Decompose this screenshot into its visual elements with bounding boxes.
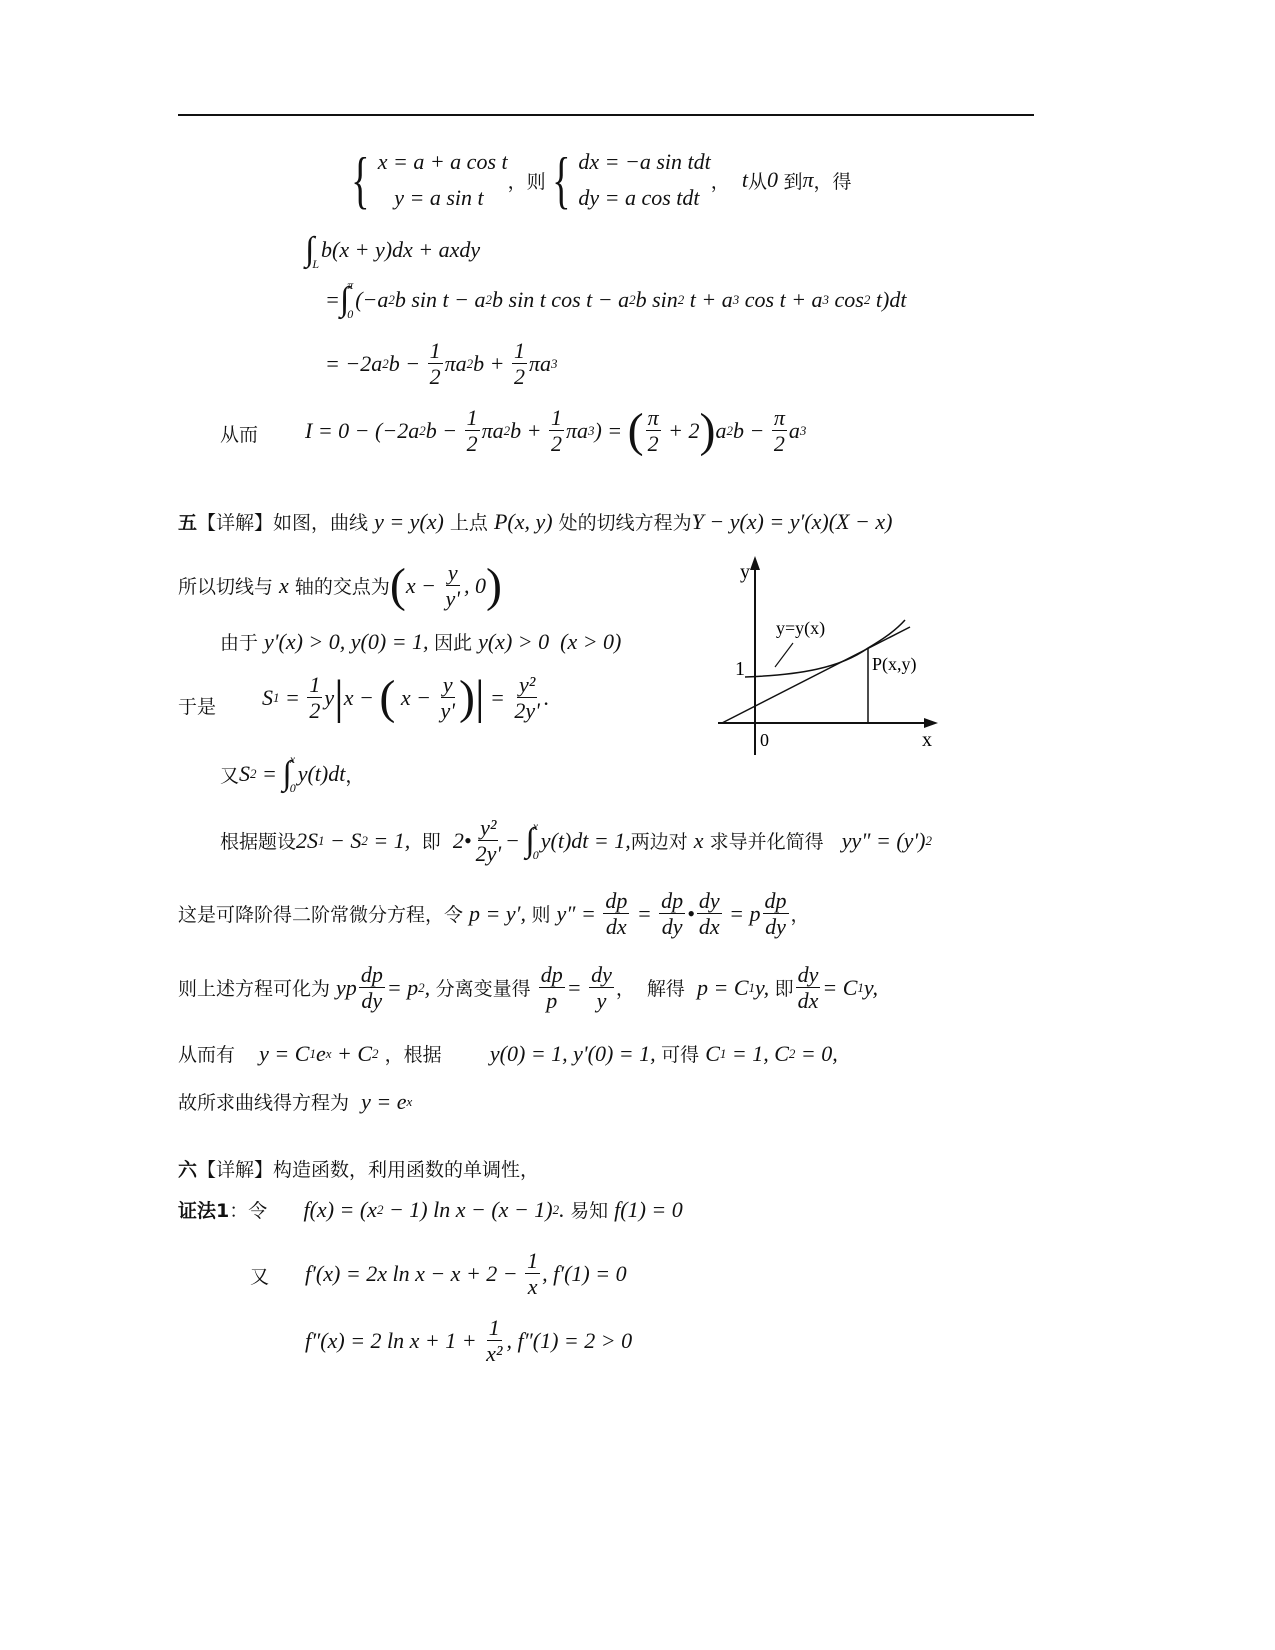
chinese-text: 求导并化简得 bbox=[703, 831, 842, 854]
system-row bbox=[378, 185, 508, 211]
math-text: b sin t cos t − a bbox=[492, 287, 630, 312]
left-brace-icon: { bbox=[351, 144, 370, 215]
math-text: x − bbox=[405, 572, 442, 598]
chinese-text: 则上述方程可化为 bbox=[178, 978, 337, 1001]
I-result bbox=[305, 405, 806, 457]
big-delimiter: | bbox=[334, 670, 344, 724]
subscript: 1 bbox=[857, 979, 864, 995]
math-text: (−a bbox=[355, 287, 389, 312]
math-text: ) = bbox=[594, 417, 628, 443]
chinese-text: 由于 bbox=[220, 632, 265, 654]
denominator: y' bbox=[440, 698, 455, 724]
upper-limit: x bbox=[532, 818, 539, 833]
denominator: 2 bbox=[647, 431, 659, 457]
math-text: b − bbox=[733, 417, 770, 443]
fraction bbox=[549, 405, 564, 457]
math-text: t + a bbox=[684, 287, 733, 312]
denominator: dx bbox=[797, 988, 819, 1014]
chinese-text: 可得 bbox=[661, 1044, 706, 1066]
system-row bbox=[578, 185, 710, 211]
x-axis-label: x bbox=[922, 729, 932, 751]
chinese-text: 两边对 bbox=[630, 831, 694, 854]
section-5-intro bbox=[178, 508, 892, 535]
math-text: = p bbox=[386, 974, 419, 1000]
math-text: x bbox=[693, 827, 704, 853]
math-text: dy = a cos tdt bbox=[578, 185, 700, 210]
denominator: dy bbox=[765, 914, 786, 940]
math-text: yy" = (y') bbox=[841, 827, 926, 853]
separation bbox=[178, 962, 878, 1014]
chinese-text: 轴的交点为 bbox=[288, 576, 390, 599]
math-text: a bbox=[715, 417, 727, 443]
math-text: y(x) > 0 (x > 0) bbox=[478, 628, 622, 654]
numerator: 1 bbox=[550, 405, 562, 430]
math-text: y'(x) > 0, y(0) = 1, bbox=[264, 628, 435, 654]
math-text: y, bbox=[755, 974, 775, 1000]
condition-line bbox=[220, 628, 621, 655]
superscript: 3 bbox=[732, 292, 740, 307]
math-text: πa bbox=[565, 417, 588, 443]
integral-symbol-icon: ∫ bbox=[339, 281, 350, 318]
integral-sign bbox=[525, 819, 538, 863]
s2-formula bbox=[220, 752, 364, 796]
integral-result bbox=[325, 338, 557, 390]
denominator: 2 bbox=[429, 364, 441, 390]
chinese-text: 这是可降阶得二阶常微分方程，令 bbox=[178, 904, 470, 927]
one-label: 1 bbox=[735, 658, 745, 680]
line-integral bbox=[305, 228, 480, 272]
superscript: x bbox=[406, 1093, 413, 1109]
numerator: dy bbox=[698, 888, 720, 913]
lower-limit: 0 bbox=[532, 847, 539, 862]
superscript: 2 bbox=[388, 292, 395, 307]
chinese-text: ， bbox=[710, 170, 742, 193]
subscript: 1 bbox=[309, 1045, 316, 1061]
integral-symbol-icon: ∫ bbox=[305, 231, 315, 268]
math-text: b(x + y)dx + axdy bbox=[321, 237, 481, 262]
math-text: f″(x) = 2 ln x + 1 + bbox=[305, 1327, 483, 1353]
denominator: dy bbox=[361, 988, 383, 1014]
integral-sign bbox=[282, 752, 295, 796]
proof-1-def bbox=[178, 1196, 683, 1223]
math-text: S bbox=[262, 684, 273, 710]
chinese-text: 即 bbox=[774, 978, 794, 1001]
math-text: = 0, bbox=[795, 1040, 838, 1066]
chinese-text: 上点 bbox=[443, 512, 494, 534]
math-text: b sin t − a bbox=[394, 287, 486, 312]
math-text: y(t)dt = 1, bbox=[540, 827, 631, 853]
superscript: 2 bbox=[485, 292, 493, 307]
denominator: 2 bbox=[513, 364, 525, 390]
math-text: x − bbox=[395, 684, 437, 710]
math-text: 0 bbox=[766, 167, 784, 192]
denominator: 2 bbox=[550, 431, 562, 457]
integral-expansion bbox=[325, 278, 906, 322]
math-text: S bbox=[239, 761, 251, 786]
numerator: dy bbox=[797, 962, 819, 987]
math-text: • bbox=[687, 900, 695, 926]
fraction bbox=[484, 1315, 504, 1367]
math-text: p = C bbox=[697, 974, 749, 1000]
tangent-figure bbox=[710, 550, 960, 760]
math-text: e bbox=[315, 1040, 326, 1066]
math-text: b sin bbox=[635, 287, 678, 312]
math-text: = bbox=[279, 684, 306, 710]
denominator: 2y' bbox=[475, 841, 502, 867]
general-solution bbox=[178, 1040, 838, 1067]
fraction bbox=[659, 888, 685, 940]
math-text: cos bbox=[829, 287, 864, 312]
chinese-text: ， bbox=[345, 764, 365, 787]
integral-limits bbox=[533, 819, 539, 863]
superscript: 3 bbox=[550, 355, 558, 371]
fraction bbox=[359, 962, 385, 1014]
math-text: , f″(1) = 2 > 0 bbox=[506, 1327, 633, 1353]
lower-limit: L bbox=[312, 257, 320, 271]
label-yushi: 于是 bbox=[178, 696, 217, 718]
numerator: 1 bbox=[466, 405, 478, 430]
superscript: 2 bbox=[466, 355, 474, 371]
subscript: 1 bbox=[748, 979, 756, 995]
numerator: y² bbox=[480, 815, 497, 840]
numerator: dp bbox=[764, 888, 787, 913]
section-6-intro bbox=[178, 1155, 539, 1182]
y-axis-arrow-icon bbox=[750, 556, 760, 570]
chinese-text: ， bbox=[790, 904, 810, 927]
integral-symbol-icon: ∫ bbox=[282, 755, 292, 792]
math-text: − bbox=[505, 827, 526, 853]
superscript: 3 bbox=[587, 422, 595, 438]
numerator: dp bbox=[540, 962, 563, 987]
math-text: C bbox=[705, 1040, 720, 1066]
equation-system bbox=[345, 144, 508, 215]
math-text: P(x, y) bbox=[493, 508, 553, 534]
parametric-system bbox=[345, 144, 852, 215]
fraction bbox=[603, 888, 629, 940]
fraction bbox=[512, 672, 541, 724]
chinese-text: ，根据 bbox=[378, 1044, 490, 1066]
superscript: 2 bbox=[552, 1201, 560, 1217]
math-text: = p bbox=[723, 900, 761, 926]
denominator: y' bbox=[445, 586, 460, 612]
integral-sign bbox=[340, 278, 353, 322]
point-label: P(x,y) bbox=[872, 654, 917, 674]
subscript: 2 bbox=[250, 766, 257, 781]
label-congER: 从而 bbox=[220, 424, 259, 446]
numerator: 1 bbox=[429, 338, 441, 363]
math-text: = bbox=[484, 684, 511, 710]
math-text: b − bbox=[388, 350, 426, 376]
math-text: y bbox=[324, 684, 335, 710]
chinese-text: 则 bbox=[531, 904, 557, 927]
numerator: y bbox=[442, 672, 453, 697]
superscript: 2 bbox=[726, 422, 734, 438]
math-text: πa bbox=[481, 417, 504, 443]
system-row bbox=[378, 149, 508, 175]
math-text: = −2a bbox=[325, 350, 383, 376]
math-text: f′(x) = 2x ln x − x + 2 − bbox=[305, 1260, 524, 1286]
math-text: = 1, C bbox=[726, 1040, 789, 1066]
subscript: 2 bbox=[361, 832, 368, 848]
numerator: dp bbox=[605, 888, 628, 913]
lower-limit: 0 bbox=[347, 307, 354, 321]
upper-limit: π bbox=[347, 278, 354, 292]
numerator: 1 bbox=[527, 1248, 539, 1273]
chinese-text: 即 bbox=[415, 831, 453, 854]
math-text: y = y(x) bbox=[374, 508, 444, 534]
denominator: y bbox=[596, 988, 607, 1014]
label-pointer bbox=[775, 643, 793, 667]
fraction bbox=[796, 962, 821, 1014]
denominator: x bbox=[527, 1274, 538, 1300]
superscript: 2 bbox=[863, 292, 871, 307]
big-delimiter: ( bbox=[627, 403, 644, 457]
math-text: + C bbox=[331, 1040, 373, 1066]
superscript: x bbox=[325, 1045, 332, 1061]
chinese-text: ，则 bbox=[507, 170, 546, 193]
chinese-text: 到 bbox=[783, 170, 803, 193]
superscript: 2 bbox=[376, 1201, 384, 1217]
fraction bbox=[428, 338, 443, 390]
equation-system bbox=[546, 144, 711, 215]
numerator: y² bbox=[518, 672, 536, 697]
math-text: 2• bbox=[452, 827, 472, 853]
denominator: dy bbox=[661, 914, 683, 940]
big-delimiter: ) bbox=[699, 403, 716, 457]
math-text: b − bbox=[425, 417, 463, 443]
fraction bbox=[539, 962, 565, 1014]
subscript: 2 bbox=[788, 1045, 796, 1061]
chinese-text: 所以切线与 bbox=[178, 576, 280, 599]
subscript: 1 bbox=[273, 689, 280, 705]
numerator: π bbox=[773, 405, 785, 430]
fraction bbox=[646, 405, 661, 457]
denominator: 2 bbox=[466, 431, 478, 457]
chinese-text: ，得 bbox=[813, 170, 852, 193]
denominator: 2 bbox=[309, 698, 321, 724]
subscript: 1 bbox=[719, 1045, 727, 1061]
equation-setup bbox=[220, 815, 932, 867]
chinese-text: 又 bbox=[220, 764, 240, 787]
bold-heading: 五 bbox=[178, 512, 198, 534]
superscript: 2 bbox=[503, 422, 511, 438]
bold-heading: 六 bbox=[178, 1159, 198, 1181]
first-derivative bbox=[305, 1248, 627, 1300]
math-text: π bbox=[802, 167, 814, 192]
big-delimiter: ) bbox=[485, 558, 502, 612]
math-text: yp bbox=[336, 974, 357, 1000]
math-text: dx = −a sin tdt bbox=[578, 149, 711, 174]
denominator: 2 bbox=[773, 431, 785, 457]
label-you: 又 bbox=[250, 1266, 270, 1288]
numerator: 1 bbox=[309, 672, 321, 697]
math-text: t bbox=[741, 167, 748, 192]
math-text: f(1) = 0 bbox=[614, 1196, 683, 1222]
numerator: dy bbox=[591, 962, 612, 987]
fraction bbox=[474, 815, 503, 867]
final-curve bbox=[178, 1088, 412, 1115]
superscript: 2 bbox=[419, 422, 426, 438]
fraction bbox=[772, 405, 787, 457]
math-text: = bbox=[566, 974, 588, 1000]
fraction bbox=[307, 672, 322, 724]
order-reduction bbox=[178, 888, 810, 940]
math-text: cos t + a bbox=[739, 287, 823, 312]
tangent-line bbox=[722, 627, 910, 723]
math-text: πa bbox=[444, 350, 467, 376]
fraction bbox=[525, 1248, 540, 1300]
math-text: , bbox=[424, 974, 436, 1000]
math-text: x − bbox=[343, 684, 380, 710]
curve-label: y=y(x) bbox=[776, 618, 826, 638]
chinese-text: 分离变量得 bbox=[435, 978, 537, 1001]
numerator: π bbox=[647, 405, 659, 430]
math-text: πa bbox=[528, 350, 551, 376]
fraction bbox=[465, 405, 480, 457]
fraction bbox=[589, 962, 614, 1014]
integral-sign bbox=[305, 228, 319, 272]
fraction bbox=[443, 560, 461, 612]
integral-symbol-icon: ∫ bbox=[525, 821, 535, 859]
upper-limit: x bbox=[289, 752, 296, 766]
integral-limits bbox=[312, 228, 319, 272]
math-text: = bbox=[631, 900, 658, 926]
superscript: 3 bbox=[822, 292, 830, 307]
math-text: − 1) ln x − (x − 1) bbox=[383, 1196, 553, 1222]
numerator: 1 bbox=[513, 338, 525, 363]
big-delimiter: ( bbox=[389, 558, 406, 612]
chinese-text: ：令 bbox=[229, 1200, 304, 1222]
integral-limits bbox=[290, 752, 296, 796]
lower-limit: 0 bbox=[289, 781, 296, 795]
math-text: = 1, bbox=[367, 827, 416, 853]
math-text: . bbox=[559, 1196, 571, 1222]
chinese-text: 从而有 bbox=[178, 1044, 260, 1066]
big-delimiter: | bbox=[474, 670, 485, 724]
math-text: b + bbox=[510, 417, 547, 443]
math-text: Y − y(x) = y′(x)(X − x) bbox=[691, 508, 893, 534]
fraction bbox=[438, 672, 456, 724]
math-text: y = a sin t bbox=[377, 185, 484, 210]
math-text: y = e bbox=[361, 1088, 407, 1114]
superscript: 2 bbox=[925, 832, 932, 848]
chinese-text: 【详解】如图，曲线 bbox=[197, 512, 375, 534]
chinese-text: 故所求曲线得方程为 bbox=[178, 1092, 362, 1114]
chinese-text: ， 解得 bbox=[615, 978, 698, 1001]
tangent-intersection bbox=[178, 560, 502, 612]
x-axis-arrow-icon bbox=[924, 718, 938, 728]
denominator: p bbox=[546, 988, 558, 1014]
math-text: y(0) = 1, y'(0) = 1, bbox=[489, 1040, 662, 1066]
superscript: 2 bbox=[382, 355, 389, 371]
header-rule bbox=[178, 114, 1034, 116]
math-text: , f′(1) = 0 bbox=[542, 1260, 627, 1286]
equation-stack bbox=[578, 149, 710, 211]
chinese-text: 根据题设 bbox=[220, 831, 297, 854]
math-text: y(t)dt bbox=[297, 761, 346, 786]
math-text: . bbox=[543, 684, 550, 710]
math-text: , 0 bbox=[463, 572, 486, 598]
math-text: = C bbox=[822, 974, 858, 1000]
denominator: dx bbox=[605, 914, 627, 940]
numerator: 1 bbox=[488, 1315, 500, 1340]
math-text: x bbox=[279, 572, 289, 598]
math-text: f(x) = (x bbox=[303, 1196, 377, 1222]
math-text: − S bbox=[324, 827, 362, 853]
numerator: y bbox=[447, 560, 458, 585]
left-brace-icon: { bbox=[551, 144, 571, 215]
chinese-text: 因此 bbox=[434, 632, 479, 654]
superscript: 2 bbox=[418, 979, 425, 995]
fraction bbox=[512, 338, 527, 390]
math-text: = bbox=[325, 287, 340, 312]
chinese-text: 【详解】构造函数，利用函数的单调性， bbox=[197, 1159, 540, 1181]
math-text: y = C bbox=[259, 1040, 310, 1066]
fraction bbox=[697, 888, 722, 940]
math-text: = bbox=[256, 761, 283, 786]
superscript: 3 bbox=[799, 422, 807, 438]
denominator: x² bbox=[486, 1341, 503, 1367]
math-text: p = y′, bbox=[469, 900, 532, 926]
chinese-text: 从 bbox=[747, 170, 767, 193]
math-text: t)dt bbox=[870, 287, 907, 312]
math-text: x = a + a cos t bbox=[377, 149, 508, 174]
numerator: dp bbox=[360, 962, 383, 987]
fraction bbox=[763, 888, 789, 940]
integral-limits bbox=[347, 278, 353, 322]
math-text: I = 0 − (−2a bbox=[305, 417, 420, 443]
system-row bbox=[578, 149, 710, 175]
math-text: y, bbox=[863, 974, 878, 1000]
equation-stack bbox=[378, 149, 508, 211]
math-text: 2S bbox=[296, 827, 319, 853]
big-delimiter: ) bbox=[458, 670, 475, 724]
second-derivative bbox=[305, 1315, 632, 1367]
origin-label: 0 bbox=[760, 730, 769, 750]
superscript: 2 bbox=[629, 292, 636, 307]
denominator: 2y' bbox=[514, 698, 540, 724]
big-delimiter: ( bbox=[379, 670, 396, 724]
math-text: y″ = bbox=[556, 900, 602, 926]
bold-heading: 证法1 bbox=[178, 1200, 230, 1222]
math-text: b + bbox=[473, 350, 510, 376]
denominator: dx bbox=[698, 914, 720, 940]
math-text: a bbox=[788, 417, 800, 443]
numerator: dp bbox=[661, 888, 684, 913]
subscript: 1 bbox=[318, 832, 325, 848]
chinese-text: 易知 bbox=[570, 1200, 615, 1222]
y-axis-label: y bbox=[740, 561, 750, 583]
subscript: 2 bbox=[372, 1045, 379, 1061]
chinese-text: 处的切线方程为 bbox=[552, 512, 692, 534]
superscript: 2 bbox=[677, 292, 685, 307]
s1-formula bbox=[262, 672, 549, 724]
math-text: + 2 bbox=[662, 417, 700, 443]
